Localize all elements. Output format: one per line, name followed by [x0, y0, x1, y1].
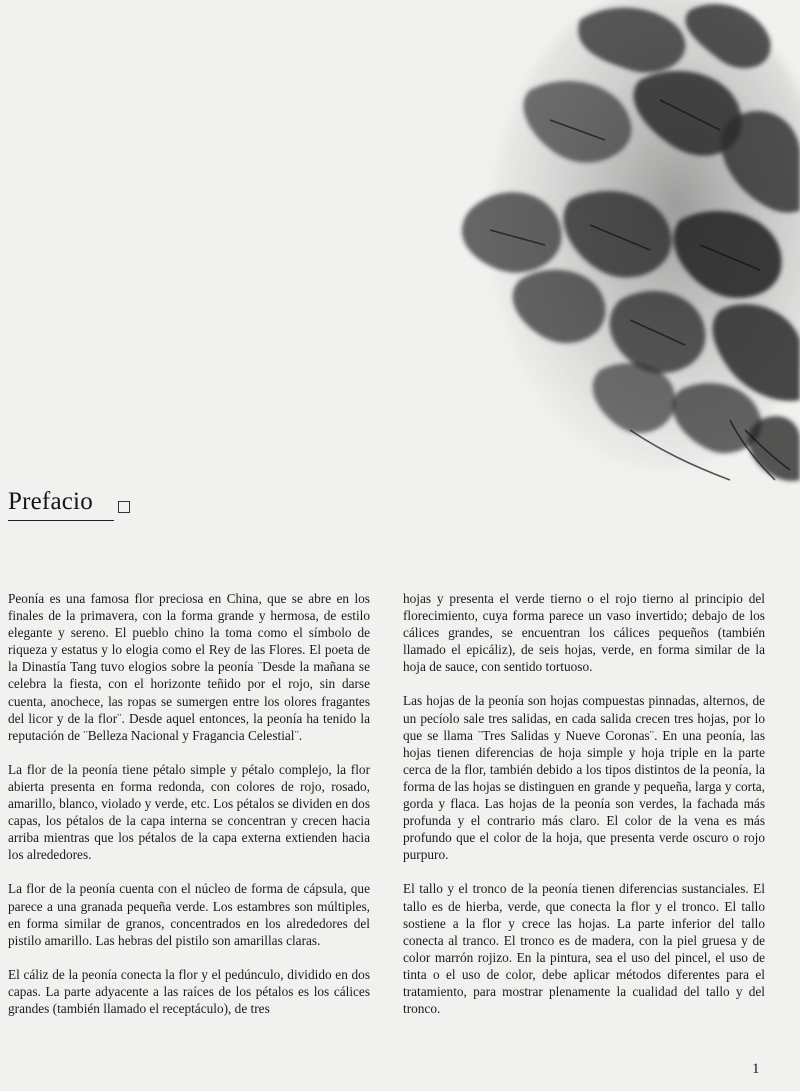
right-column: [403, 590, 765, 1034]
left-column: [8, 590, 370, 1034]
title-block: [8, 488, 95, 516]
paragraph: El tallo y el tronco de la peonía tienen diferencias sustanciales. El tallo es de hierba, verde, que conecta la flor y el tronco. El tallo sostiene a la flor y crece las hojas. La parte inferior del tallo conecta al tranco. El tronco es de madera, con la piel gruesa y de color marrón rojizo. En la pintura, sea el uso del pincel, el uso de tinta o el uso de color, debe aplicar métodos diferentes para el tratamiento, para mostrar plenamente la cualidad del tallo y del tronco.: [403, 881, 765, 1017]
title-square-icon: [118, 501, 130, 513]
paragraph: hojas y presenta el verde tierno o el rojo tierno al principio del florecimiento, cuya forma parece un vaso invertido; debajo de los cálices grandes, se encuentran los cálices pequeños (también llamado el epicáliz), de seis hojas, verde, en forma similar de la hoja de sauce, con sentido tortuoso.: [403, 591, 765, 675]
paragraph: Las hojas de la peonía son hojas compuestas pinnadas, alternos, de un pecíolo sale tres salidas, en cada salida crecen tres hojas, por lo que se llama ¨Tres Salidas y Nueve Coronas¨. En una peonía, las hojas tienen diferencias de hoja simple y hoja triple en la parte cerca de la flor, también debido a los tipos distintos de la peonía, la forma de las hojas se distinguen en grande y pequeña, larga y corta, gorda y flaca. Las hojas de la peonía son verdes, la fachada más profunda y el contrario más claro. El color de la vena es más profundo que el color de la hoja, que presenta verde oscuro o rojo purpuro.: [403, 693, 765, 863]
page-title: Prefacio: [8, 488, 93, 515]
paragraph: Peonía es una famosa flor preciosa en China, que se abre en los finales de la primavera, con la forma grande y hermosa, de estilo elegante y sereno. El pueblo chino la toma como el símbolo de riqueza y estatus y lo elogia como el Rey de las Flores. El poeta de la Dinastía Tang tuvo elogios sobre la peonía ¨Desde la mañana se celebra la fiesta, con el horizonte teñido por el rojo, sin darse cuenta, anochece, las ropas se sumergen entre los olores fragantes del licor y de la flor¨. Desde aquel entonces, la peonía ha tenido la reputación de ¨Belleza Nacional y Fragancia Celestial¨.: [8, 591, 370, 743]
paragraph: El cáliz de la peonía conecta la flor y el pedúnculo, dividido en dos capas. La parte adyacente a las raíces de los pétalos es los cálices grandes (también llamado el receptáculo), de tres: [8, 966, 370, 1016]
page-number: 1: [752, 1061, 760, 1077]
peony-ink-painting: [430, 0, 800, 495]
paragraph: La flor de la peonía tiene pétalo simple y pétalo complejo, la flor abierta presenta en forma redonda, con colores de rojo, rosado, amarillo, blanco, violado y verde, etc. Los pétalos se dividen en dos capas, los pétalos de la capa interna se concentran y crecen hacia arriba mientras que los pétalos de la capa externa extienden hacia los alrededores.: [8, 761, 370, 863]
title-underline: [8, 520, 114, 521]
paragraph: La flor de la peonía cuenta con el núcleo de forma de cápsula, que parece a una granada pequeña verde. Los estambres son múltiples, en forma similar de granos, concentrados en los alrededores del pistilo amarillo. Las hebras del pistilo son amarillas claras.: [8, 881, 370, 948]
